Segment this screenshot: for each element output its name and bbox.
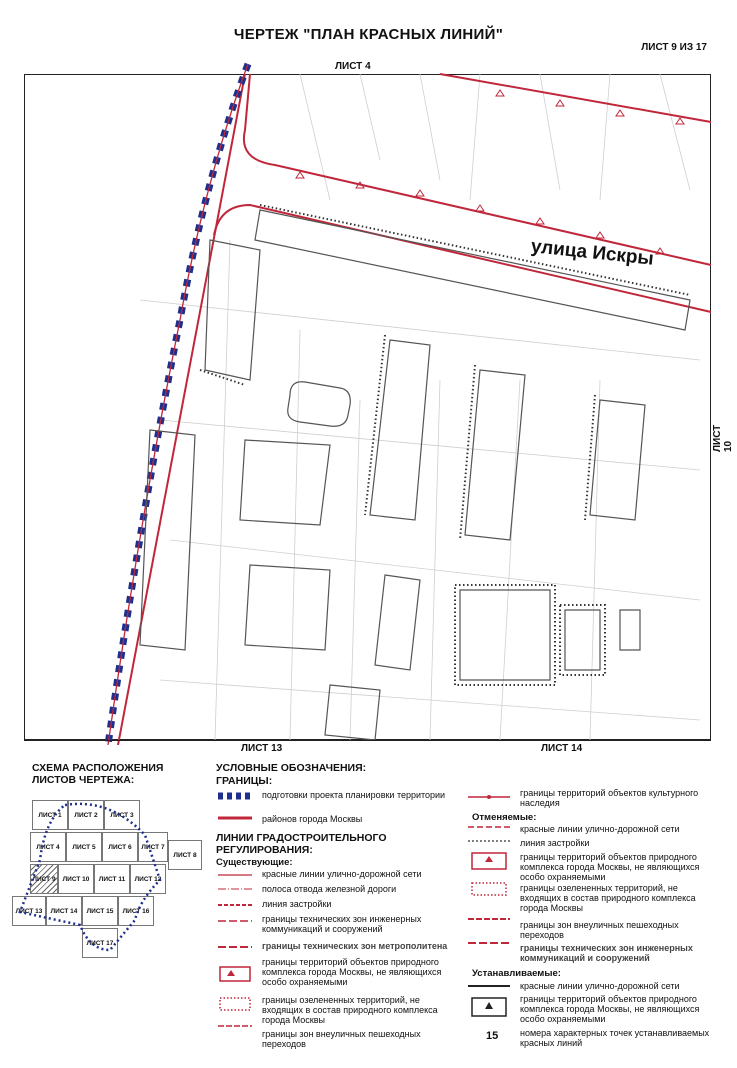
legend-existing-3: линия застройки xyxy=(262,899,332,909)
legend-existing-7: границы озелененных территорий, не входящих в состав природного комплекса города Москвы xyxy=(262,995,438,1025)
legend-cancelled-6: границы технических зон инженерных коммуникаций и сооружений xyxy=(520,943,693,963)
street-name-label: улица Искры xyxy=(529,236,655,270)
legend-cancelled-3: границы территорий объектов природного комплекса города Москвы, не являющихся особо охраняемыми xyxy=(520,852,700,882)
legend-regulation-heading: ЛИНИИ ГРАДОСТРОИТЕЛЬНОГО РЕГУЛИРОВАНИЯ: xyxy=(216,832,387,856)
legend-established-heading: Устанавливаемые: xyxy=(472,968,561,979)
background-streets xyxy=(140,74,700,740)
legend-cancelled-4: границы озелененных территорий, не входящих в состав природного комплекса города Москвы xyxy=(520,883,696,913)
sheet-scheme xyxy=(10,800,210,960)
scheme-cell-7: ЛИСТ 7 xyxy=(138,832,168,862)
buildings xyxy=(140,210,690,740)
point-number-sample: 15 xyxy=(486,1030,499,1042)
scheme-cell-1: ЛИСТ 1 xyxy=(32,800,68,830)
legend-existing-8: границы зон внеуличных пешеходных переходов xyxy=(262,1029,421,1049)
label-sheet-10: ЛИСТ 10 xyxy=(712,422,734,455)
legend-established-1: красные линии улично-дорожной сети xyxy=(520,981,680,991)
legend-cancelled-2: линия застройки xyxy=(520,838,590,848)
legend-existing-1: красные линии улично-дорожной сети xyxy=(262,869,422,879)
scheme-cell-5: ЛИСТ 5 xyxy=(66,832,102,862)
legend-existing-4: границы технических зон инженерных коммуникаций и сооружений xyxy=(262,914,422,934)
scheme-cell-2: ЛИСТ 2 xyxy=(68,800,104,830)
scheme-cell-8: ЛИСТ 8 xyxy=(168,840,202,870)
scheme-cell-10: ЛИСТ 10 xyxy=(58,864,94,894)
legend-cancelled-heading: Отменяемые: xyxy=(472,812,537,823)
legend-existing-6: границы территорий объектов природного комплекса города Москвы, не являющихся особо охраняемыми xyxy=(262,957,442,987)
scheme-cell-15: ЛИСТ 15 xyxy=(82,896,118,926)
scheme-cell-17: ЛИСТ 17 xyxy=(82,928,118,958)
legend-heading: УСЛОВНЫЕ ОБОЗНАЧЕНИЯ: xyxy=(216,762,367,774)
scheme-cell-13: ЛИСТ 13 xyxy=(12,896,46,926)
legend-existing-heading: Существующие: xyxy=(216,857,293,868)
legend-established-3: номера характерных точек устанавливаемых красных линий xyxy=(520,1028,710,1048)
label-sheet-13: ЛИСТ 13 xyxy=(238,743,285,754)
scheme-cell-16: ЛИСТ 16 xyxy=(118,896,154,926)
legend-existing-5: границы технических зон метрополитена xyxy=(262,941,448,951)
scheme-title-1: СХЕМА РАСПОЛОЖЕНИЯ xyxy=(32,762,164,774)
sheet-number: ЛИСТ 9 ИЗ 17 xyxy=(641,42,707,53)
scheme-cell-6: ЛИСТ 6 xyxy=(102,832,138,862)
legend-divider xyxy=(24,740,711,741)
legend-cancelled-1: красные линии улично-дорожной сети xyxy=(520,824,680,834)
legend-heritage: границы территорий объектов культурного наследия xyxy=(520,788,699,808)
label-sheet-4: ЛИСТ 4 xyxy=(332,61,374,72)
legend-cancelled-5: границы зон внеуличных пешеходных переходов xyxy=(520,920,679,940)
scheme-cell-4: ЛИСТ 4 xyxy=(30,832,66,862)
legend-boundary-1: подготовки проекта планировки территории xyxy=(262,790,446,800)
legend-boundary-2: районов города Москвы xyxy=(262,814,363,824)
legend-symbols-col2 xyxy=(466,783,516,1053)
label-sheet-14: ЛИСТ 14 xyxy=(538,743,585,754)
scheme-title-2: ЛИСТОВ ЧЕРТЕЖА: xyxy=(32,774,135,786)
building-lines xyxy=(200,205,690,685)
scheme-cell-3: ЛИСТ 3 xyxy=(104,800,140,830)
scheme-boundary xyxy=(10,800,210,960)
legend-boundaries-heading: ГРАНИЦЫ: xyxy=(216,775,273,787)
legend-existing-2: полоса отвода железной дороги xyxy=(262,884,397,894)
scheme-cell-12: ЛИСТ 12 xyxy=(130,864,166,894)
legend-symbols-col1 xyxy=(216,790,256,1030)
drawing-title: ЧЕРТЕЖ "ПЛАН КРАСНЫХ ЛИНИЙ" xyxy=(233,26,504,43)
legend-established-2: границы территорий объектов природного комплекса города Москвы, не являющихся особо охраняемыми xyxy=(520,994,700,1024)
red-lines xyxy=(118,74,711,745)
scheme-cell-11: ЛИСТ 11 xyxy=(94,864,130,894)
scheme-cell-9: ЛИСТ 9 xyxy=(30,864,58,894)
scheme-cell-14: ЛИСТ 14 xyxy=(46,896,82,926)
